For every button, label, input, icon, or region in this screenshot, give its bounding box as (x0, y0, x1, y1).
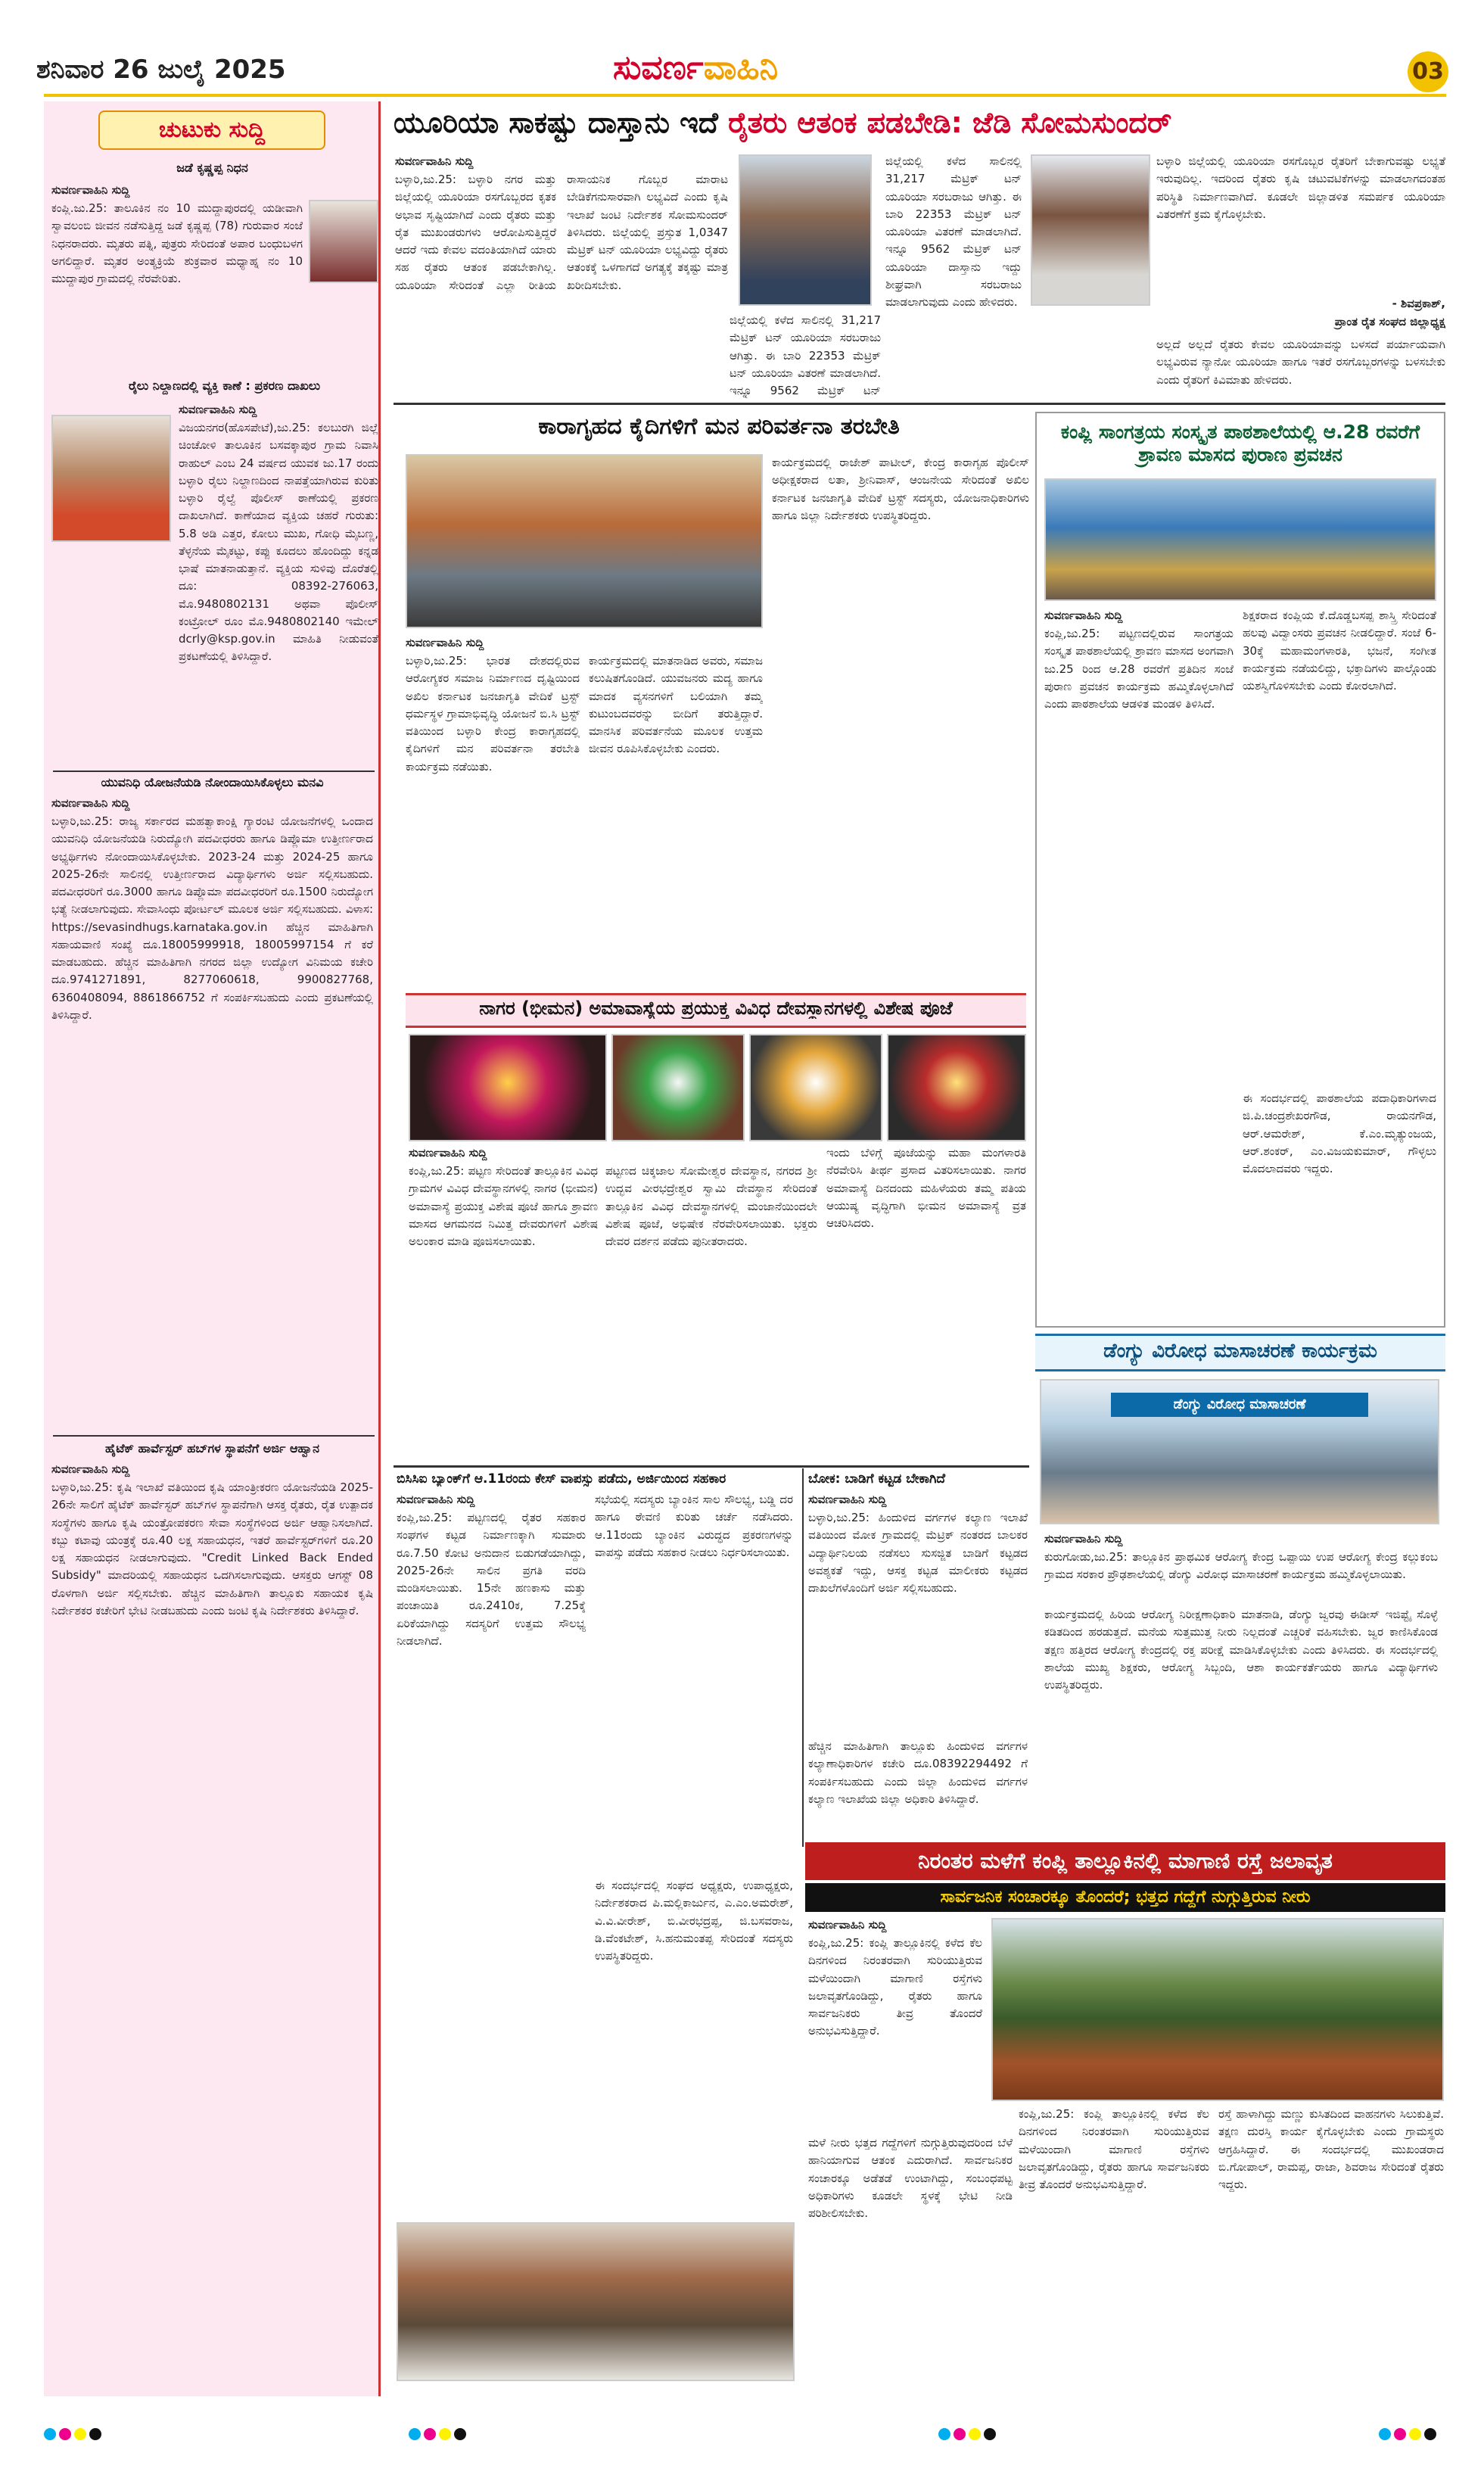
cmyk-black-mark (984, 2428, 996, 2440)
rain-body-1: ಕಂಪ್ಲಿ,ಜು.25: ಕಂಪ್ಲಿ ತಾಲ್ಲೂಕಿನಲ್ಲಿ ಕಳೆದ ಕೆಲ ದಿನಗಳಿಂದ ನಿರಂತರವಾಗಿ ಸುರಿಯುತ್ತಿರುವ ಮಳೆಯಿಂದಾಗಿ ಮಾಗಾಣಿ ರಸ್ತೆಗಳು ಜಲಾವೃತಗೊಂಡಿದ್ದು, ರೈತರು ಹಾಗೂ ಸಾರ್ವಜನಿಕರು ತೀವ್ರ ತೊಂದರೆ ಅನುಭವಿಸುತ್ತಿದ್ದಾರೆ. (808, 1936, 982, 2038)
lead-body-2: ಜಿಲ್ಲೆಯಲ್ಲಿ ಕಳೆದ ಸಾಲಿನಲ್ಲಿ 31,217 ಮೆಟ್ರಿಕ್ ಟನ್ ಯೂರಿಯಾ ಸರಬರಾಜು ಆಗಿತ್ತು. ಈ ಬಾರಿ 22353 ಮೆಟ್ರಿಕ್ ಟನ್ ಯೂರಿಯಾ ವಿತರಣೆ ಮಾಡಲಾಗಿದೆ. ಇನ್ನೂ 9562 ಮೆಟ್ರಿಕ್ ಟನ್ (730, 313, 881, 397)
cmyk-magenta-mark (954, 2428, 966, 2440)
prison-byline: ಸುವರ್ಣವಾಹಿನಿ ಸುದ್ದಿ (406, 636, 484, 649)
dengue-byline: ಸುವರ್ಣವಾಹಿನಿ ಸುದ್ದಿ (1044, 1532, 1123, 1546)
lead-quote-role: ಪ್ರಾಂತ ರೈತ ಸಂಘದ ಜಿಲ್ಲಾಧ್ಯಕ್ಷ (1334, 315, 1445, 328)
lead-headline (394, 106, 1445, 148)
cmyk-magenta-mark (59, 2428, 71, 2440)
brief2-byline: ಸುವರ್ಣವಾಹಿನಿ ಸುದ್ದಿ (179, 403, 257, 416)
hostel-headline: ಬೋಕ: ಬಾಡಿಗೆ ಕಟ್ಟಡ ಬೇಕಾಗಿದೆ (808, 1471, 946, 1487)
lead-headline-part-a: ಯೂರಿಯಾ ಸಾಕಷ್ಟು ದಾಸ್ತಾನು ಇದೆ (394, 106, 729, 139)
divider (394, 1465, 1029, 1468)
prison-headline: ಕಾರಾಗೃಹದ ಕೈದಿಗಳಿಗೆ ಮನ ಪರಿವರ್ತನಾ ತರಬೇತಿ (538, 413, 900, 440)
kampli-byline: ಸುವರ್ಣವಾಹಿನಿ ಸುದ್ದಿ (1044, 609, 1123, 622)
lead-byline: ಸುವರ್ಣವಾಹಿನಿ ಸುದ್ದಿ (395, 154, 474, 168)
prison-photo (406, 454, 763, 628)
cmyk-cyan-mark (1379, 2428, 1391, 2440)
coop-headline: ಬಿಸಿಸಿಐ ಬ್ಯಾಂಕ್‌ಗೆ ಆ.11ರಂದು ಕೇಸ್ ವಾಪಸ್ಸು ಪಡೆದು, ಅರ್ಜಿಯಿಂದ ಸಹಕಾರ (397, 1471, 726, 1487)
rain-headline: ನಿರಂತರ ಮಳೆಗೆ ಕಂಪ್ಲಿ ತಾಲ್ಲೂಕಿನಲ್ಲಿ ಮಾಗಾಣಿ ರಸ್ತೆ ಜಲಾವೃತ (805, 1842, 1445, 1880)
logo-part-a: ಸುವರ್ಣ (613, 48, 704, 87)
cmyk-magenta-mark (1394, 2428, 1406, 2440)
masthead-rule (44, 94, 1446, 97)
dengue-banner: ಡೆಂಗ್ಯು ವಿರೋಧ ಮಾಸಾಚರಣೆ (1111, 1393, 1368, 1417)
prison-body-1: ಬಳ್ಳಾರಿ,ಜು.25: ಭಾರತ ದೇಶದಲ್ಲಿರುವ ಆರೋಗ್ಯಕರ ಸಮಾಜ ನಿರ್ಮಾಣದ ದೃಷ್ಟಿಯಿಂದ ಅಖಿಲ ಕರ್ನಾಟಕ ಜನಜಾಗೃತಿ ವೇದಿಕೆ ಟ್ರಸ್ಟ್ ಧರ್ಮಸ್ಥಳ ಗ್ರಾಮಾಭಿವೃದ್ಧಿ ಯೋಜನೆ ಬಿ.ಸಿ ಟ್ರಸ್ಟ್ ವತಿಯಿಂದ ಬಳ್ಳಾರಿ ಕೇಂದ್ರ ಕಾರಾಗೃಹದಲ್ಲಿ ಕೈದಿಗಳಿಗೆ ಮನ ಪರಿವರ್ತನಾ ತರಬೇತಿ ಕಾರ್ಯಕ್ರಮ ನಡೆಯಿತು. (406, 654, 580, 774)
brief2-body: ವಿಜಯನಗರ(ಹೊಸಪೇಟೆ),ಜು.25: ಕಲಬುರಗಿ ಜಿಲ್ಲೆ ಚಿಂಚೋಳಿ ತಾಲೂಕಿನ ಬಸವಕ್ಕಾಪುರ ಗ್ರಾಮ ನಿವಾಸಿ ರಾಹುಲ್ ಎಂಬ 24 ವರ್ಷದ ಯುವಕ ಜು.17 ರಂದು ಬಳ್ಳಾರಿ ರೈಲು ನಿಲ್ದಾಣದಿಂದ ನಾಪತ್ತೆಯಾಗಿರುವ ಕುರಿತು ಬಳ್ಳಾರಿ ರೈಲ್ವೆ ಪೊಲೀಸ್ ಠಾಣೆಯಲ್ಲಿ ಪ್ರಕರಣ ದಾಖಲಾಗಿದೆ. ಕಾಣೆಯಾದ ವ್ಯಕ್ತಿಯ ಚಹರೆ ಗುರುತು: 5.8 ಅಡಿ ಎತ್ತರ, ಕೋಲು ಮುಖ, ಗೋಧಿ ಮೈಬಣ್ಣ, ತೆಳ್ಳನೆಯ ಮೈಕಟ್ಟು, ಕಪ್ಪು ಕೂದಲು ಹೊಂದಿದ್ದು ಕನ್ನಡ ಭಾಷೆ ಮಾತನಾಡುತ್ತಾನೆ. ವ್ಯಕ್ತಿಯ ಸುಳಿವು ದೊರೆತಲ್ಲಿ ದೂ: 08392-276063, ಮೊ.9480802131 ಅಥವಾ ಪೊಲೀಸ್ ಕಂಟ್ರೋಲ್ ರೂಂ ಮೊ.9480802140 ಇಮೇಲ್ dcrly@ksp.gov.in ಮಾಹಿತಿ ನೀಡುವಂತೆ ಪ್ರಕಟಣೆಯಲ್ಲಿ ತಿಳಿಸಿದ್ದಾರೆ. (179, 421, 378, 664)
hostel-byline: ಸುವರ್ಣವಾಹಿನಿ ಸುದ್ದಿ (808, 1493, 887, 1506)
brief2-title: ರೈಲು ನಿಲ್ದಾಣದಲ್ಲಿ ವ್ಯಕ್ತಿ ಕಾಣೆ : ಪ್ರಕರಣ ದಾಖಲು (129, 378, 321, 393)
rain-byline: ಸುವರ್ಣವಾಹಿನಿ ಸುದ್ದಿ (808, 1918, 887, 1932)
lead-headline-part-b: ರೈತರು ಆತಂಕ ಪಡಬೇಡಿ: ಜೆಡಿ ಸೋಮಸುಂದರ್ (728, 106, 1172, 139)
brief3-byline: ಸುವರ್ಣವಾಹಿನಿ ಸುದ್ದಿ (51, 796, 130, 810)
temple-photo-2 (611, 1034, 745, 1141)
rain-body-1b: ಕಂಪ್ಲಿ,ಜು.25: ಕಂಪ್ಲಿ ತಾಲ್ಲೂಕಿನಲ್ಲಿ ಕಳೆದ ಕೆಲ ದಿನಗಳಿಂದ ನಿರಂತರವಾಗಿ ಸುರಿಯುತ್ತಿರುವ ಮಳೆಯಿಂದಾಗಿ ಮಾಗಾಣಿ ರಸ್ತೆಗಳು ಜಲಾವೃತಗೊಂಡಿದ್ದು, ರೈತರು ಹಾಗೂ ಸಾರ್ವಜನಿಕರು ತೀವ್ರ ತೊಂದರೆ ಅನುಭವಿಸುತ್ತಿದ್ದಾರೆ. (1019, 2107, 1209, 2191)
temple-body-3: ಇಂದು ಬೆಳಿಗ್ಗೆ ಪೂಜೆಯನ್ನು ಮಹಾ ಮಂಗಳಾರತಿ ನೆರವೇರಿಸಿ ತೀರ್ಥ ಪ್ರಸಾದ ವಿತರಿಸಲಾಯಿತು. ನಾಗರ ಅಮಾವಾಸ್ಯೆ ದಿನದಂದು ಮಹಿಳೆಯರು ತಮ್ಮ ಪತಿಯ ಆಯುಷ್ಯ ವೃದ್ಧಿಗಾಗಿ ಭೀಮನ ಅಮಾವಾಸ್ಯೆ ವ್ರತ ಆಚರಿಸಿದರು. (826, 1146, 1026, 1230)
coop-body-2: ಸಭೆಯಲ್ಲಿ ಸದಸ್ಯರು ಬ್ಯಾಂಕಿನ ಸಾಲ ಸೌಲಭ್ಯ, ಬಡ್ಡಿ ದರ ಹಾಗೂ ಠೇವಣಿ ಕುರಿತು ಚರ್ಚೆ ನಡೆಸಿದರು. ಆ.11ರಂದು ಬ್ಯಾಂಕಿನ ವಿರುದ್ಧದ ಪ್ರಕರಣಗಳನ್ನು ವಾಪಸ್ಸು ಪಡೆದು ಸಹಕಾರ ನೀಡಲು ನಿರ್ಧರಿಸಲಾಯಿತು. (595, 1493, 793, 1559)
brief1-portrait (309, 200, 378, 283)
coop-body-3: ಈ ಸಂದರ್ಭದಲ್ಲಿ ಸಂಘದ ಅಧ್ಯಕ್ಷರು, ಉಪಾಧ್ಯಕ್ಷರು, ನಿರ್ದೇಶಕರಾದ ಪಿ.ಮಲ್ಲಿಕಾರ್ಜುನ, ಎ.ಎಂ.ಅಮರೇಶ್, ವಿ.ವಿ.ವೀರೇಶ್, ಬಿ.ವೀರಭದ್ರಪ್ಪ, ಜಿ.ಬಸವರಾಜ, ಡಿ.ವೆಂಕಟೇಶ್, ಸಿ.ಹನುಮಂತಪ್ಪ ಸೇರಿದಂತೆ ಸದಸ್ಯರು ಉಪಸ್ಥಿತರಿದ್ದರು. (595, 1879, 793, 1963)
brief3-title: ಯುವನಿಧಿ ಯೋಜನೆಯಡಿ ನೋಂದಾಯಿಸಿಕೊಳ್ಳಲು ಮನವಿ (101, 775, 324, 789)
newspaper-logo (613, 48, 778, 87)
kampli-body-2: ಶಿಕ್ಷಕರಾದ ಕಂಪ್ಲಿಯ ಕೆ.ದೊಡ್ಡಬಸಪ್ಪ ಶಾಸ್ತ್ರಿ ಸೇರಿದಂತೆ ಹಲವು ವಿದ್ವಾಂಸರು ಪ್ರವಚನ ನೀಡಲಿದ್ದಾರೆ. ಸಂಜೆ 6-30ಕ್ಕೆ ಮಹಾಮಂಗಳಾರತಿ, ಭಜನೆ, ಸಂಗೀತ ಕಾರ್ಯಕ್ರಮ ನಡೆಯಲಿದ್ದು, ಭಕ್ತಾದಿಗಳು ಪಾಲ್ಗೊಂಡು ಯಶಸ್ವಿಗೊಳಿಸಬೇಕು ಎಂದು ಕೋರಲಾಗಿದೆ. (1243, 609, 1436, 693)
cmyk-yellow-mark (969, 2428, 981, 2440)
logo-part-b: ವಾಹಿನಿ (703, 48, 779, 87)
dengue-headline: ಡೆಂಗ್ಯು ವಿರೋಧ ಮಾಸಾಚರಣೆ ಕಾರ್ಯಕ್ರಮ (1103, 1340, 1377, 1362)
column-rule (802, 1468, 804, 1847)
cmyk-cyan-mark (409, 2428, 421, 2440)
cmyk-yellow-mark (74, 2428, 86, 2440)
cmyk-magenta-mark (424, 2428, 436, 2440)
prison-body-2: ಕಾರ್ಯಕ್ರಮದಲ್ಲಿ ಮಾತನಾಡಿದ ಅವರು, ಸಮಾಜ ಕಲುಷಿತಗೊಂಡಿದೆ. ಯುವಜನರು ಮದ್ಯ ಹಾಗೂ ಮಾದಕ ವ್ಯಸನಗಳಿಗೆ ಬಲಿಯಾಗಿ ತಮ್ಮ ಕುಟುಂಬದವರನ್ನು ಬೀದಿಗೆ ತರುತ್ತಿದ್ದಾರೆ. ಮಾನಸಿಕ ಪರಿವರ್ತನೆಯ ಮೂಲಕ ಉತ್ತಮ ಜೀವನ ರೂಪಿಸಿಕೊಳ್ಳಬೇಕು ಎಂದರು. (589, 654, 763, 756)
lead-body-1: ಬಳ್ಳಾರಿ,ಜು.25: ಬಳ್ಳಾರಿ ನಗರ ಮತ್ತು ಜಿಲ್ಲೆಯಲ್ಲಿ ಯೂರಿಯಾ ರಸಗೊಬ್ಬರದ ಕೃತಕ ಅಭಾವ ಸೃಷ್ಟಿಯಾಗಿದೆ ಎಂದು ರೈತರು ಮತ್ತು ರೈತ ಮುಖಂಡರುಗಳು ಆರೋಪಿಸುತ್ತಿದ್ದರೆ ಆದರೆ ಇದು ಕೇವಲ ವದಂತಿಯಾಗಿದೆ ಯಾರು ಸಹ ರೈತರು ಆತಂಕ ಪಡಬೇಕಾಗಿಲ್ಲ. ಯೂರಿಯಾ ಸೇರಿದಂತೆ ಎಲ್ಲಾ ರೀತಿಯ ರಾಸಾಯನಿಕ ಗೊಬ್ಬರ ಮಾರಾಟ ಬೇಡಿಕೆಗನುಸಾರವಾಗಿ ಲಭ್ಯವಿದೆ ಎಂದು ಕೃಷಿ ಇಲಾಖೆ ಜಂಟಿ ನಿರ್ದೇಶಕ ಸೋಮಸುಂದರ್ ತಿಳಿಸಿದರು. ಜಿಲ್ಲೆಯಲ್ಲಿ ಪ್ರಸ್ತುತ 1,0347 ಮೆಟ್ರಿಕ್ ಟನ್ ಯೂರಿಯಾ ಲಭ್ಯವಿದ್ದು ರೈತರು ಆತಂಕಕ್ಕೆ ಒಳಗಾಗದೆ ಅಗತ್ಯಕ್ಕೆ ತಕ್ಕಷ್ಟು ಮಾತ್ರ ಖರೀದಿಸಬೇಕು. (395, 173, 728, 292)
lead-body-2b: ಜಿಲ್ಲೆಯಲ್ಲಿ ಕಳೆದ ಸಾಲಿನಲ್ಲಿ 31,217 ಮೆಟ್ರಿಕ್ ಟನ್ ಯೂರಿಯಾ ಸರಬರಾಜು ಆಗಿತ್ತು. ಈ ಬಾರಿ 22353 ಮೆಟ್ರಿಕ್ ಟನ್ ಯೂರಿಯಾ ವಿತರಣೆ ಮಾಡಲಾಗಿದೆ. ಇನ್ನೂ 9562 ಮೆಟ್ರಿಕ್ ಟನ್ ಯೂರಿಯಾ ದಾಸ್ತಾನು ಇದ್ದು ಶೀಘ್ರವಾಗಿ ಸರಬರಾಜು ಮಾಡಲಾಗುವುದು ಎಂದು ಹೇಳಿದರು. (885, 154, 1022, 309)
rain-subhead: ಸಾರ್ವಜನಿಕ ಸಂಚಾರಕ್ಕೂ ತೊಂದರೆ; ಭತ್ತದ ಗದ್ದೆಗೆ ನುಗ್ಗುತ್ತಿರುವ ನೀರು (805, 1883, 1445, 1912)
brief2-portrait (51, 415, 171, 542)
temple-byline: ಸುವರ್ಣವಾಹಿನಿ ಸುದ್ದಿ (409, 1146, 487, 1160)
kampli-headline: ಕಂಪ್ಲಿ ಸಾಂಗತ್ರಯ ಸಂಸ್ಕೃತ ಪಾಠಶಾಲೆಯಲ್ಲಿ ಆ.28 ರವರೆಗೆ ಶ್ರಾವಣ ಮಾಸದ ಪುರಾಣ ಪ್ರವಚನ (1060, 421, 1420, 465)
lead-quote-body: ಬಳ್ಳಾರಿ ಜಿಲ್ಲೆಯಲ್ಲಿ ಯೂರಿಯಾ ರಸಗೊಬ್ಬರ ರೈತರಿಗೆ ಬೇಕಾಗುವಷ್ಟು ಲಭ್ಯತೆ ಇರುವುದಿಲ್ಲ. ಇದರಿಂದ ರೈತರು ಕೃಷಿ ಚಟುವಟಿಕೆಗಳನ್ನು ಮಾಡಲಾಗದಂತಹ ಪರಿಸ್ಥಿತಿ ನಿರ್ಮಾಣವಾಗಿದೆ. ಕೂಡಲೇ ಜಿಲ್ಲಾಡಳಿತ ಸಮರ್ಪಕ ಯೂರಿಯಾ ವಿತರಣೆಗೆ ಕ್ರಮ ಕೈಗೊಳ್ಳಬೇಕು. (1156, 154, 1445, 221)
kampli-body-3: ಈ ಸಂದರ್ಭದಲ್ಲಿ ಪಾಠಶಾಲೆಯ ಪದಾಧಿಕಾರಿಗಳಾದ ಜಿ.ಪಿ.ಚಂದ್ರಶೇಖರಗೌಡ, ರಾಯನಗೌಡ, ಆರ್.ಆಮರೇಶ್, ಕೆ.ಎಂ.ಮೃತ್ಯುಂಜಯ, ಆರ್.ಶಂಕರ್, ಎಂ.ವಿಜಯಕುಮಾರ್, ಗೌಳ್ಳಲು ಮೊದಲಾದವರು ಇದ್ದರು. (1243, 1091, 1436, 1175)
lead-photo-officer (739, 154, 872, 306)
rain-body-2: ಮಳೆ ನೀರು ಭತ್ತದ ಗದ್ದೆಗಳಿಗೆ ನುಗ್ಗುತ್ತಿರುವುದರಿಂದ ಬೆಳೆ ಹಾನಿಯಾಗುವ ಆತಂಕ ಎದುರಾಗಿದೆ. ಸಾರ್ವಜನಿಕರ ಸಂಚಾರಕ್ಕೂ ಅಡೆತಡೆ ಉಂಟಾಗಿದ್ದು, ಸಂಬಂಧಪಟ್ಟ ಅಧಿಕಾರಿಗಳು ಕೂಡಲೇ ಸ್ಥಳಕ್ಕೆ ಭೇಟಿ ನೀಡಿ ಪರಿಶೀಲಿಸಬೇಕು. (808, 2136, 1013, 2220)
kampli-school-photo (1044, 478, 1436, 601)
rain-body-3: ರಸ್ತೆ ಹಾಳಾಗಿದ್ದು ಮಣ್ಣು ಕುಸಿತದಿಂದ ವಾಹನಗಳು ಸಿಲುಕುತ್ತಿವೆ. ತಕ್ಷಣ ದುರಸ್ತಿ ಕಾರ್ಯ ಕೈಗೊಳ್ಳಬೇಕು ಎಂದು ಗ್ರಾಮಸ್ಥರು ಆಗ್ರಹಿಸಿದ್ದಾರೆ. ಈ ಸಂದರ್ಭದಲ್ಲಿ ಮುಖಂಡರಾದ ಬಿ.ಗೋಪಾಲ್, ರಾಮಪ್ಪ, ರಾಜಾ, ಶಿವರಾಜ ಸೇರಿದಂತೆ ರೈತರು ಇದ್ದರು. (1218, 2107, 1444, 2191)
brief1-title: ಜಡೆ ಕೃಷ್ಣಪ್ಪ ನಿಧನ (176, 160, 248, 175)
prison-body-3: ಕಾರ್ಯಕ್ರಮದಲ್ಲಿ ರಾಜೇಶ್ ಪಾಟೀಲ್, ಕೇಂದ್ರ ಕಾರಾಗೃಹ ಪೊಲೀಸ್ ಅಧೀಕ್ಷಕರಾದ ಲತಾ, ಶ್ರೀನಿವಾಸ್, ಆಂಜನೇಯ ಸೇರಿದಂತೆ ಅಖಿಲ ಕರ್ನಾಟಕ ಜನಜಾಗೃತಿ ವೇದಿಕೆ ಟ್ರಸ್ಟ್ ಸದಸ್ಯರು, ಯೋಜನಾಧಿಕಾರಿಗಳು ಹಾಗೂ ಜಿಲ್ಲಾ ನಿರ್ದೇಶಕರು ಉಪಸ್ಥಿತರಿದ್ದರು. (772, 456, 1029, 522)
cmyk-yellow-mark (439, 2428, 451, 2440)
coop-body-1: ಕಂಪ್ಲಿ,ಜು.25: ಪಟ್ಟಣದಲ್ಲಿ ರೈತರ ಸಹಕಾರ ಸಂಘಗಳ ಕಟ್ಟಡ ನಿರ್ಮಾಣಕ್ಕಾಗಿ ಸುಮಾರು ರೂ.7.50 ಕೋಟಿ ಅನುದಾನ ಬಿಡುಗಡೆಯಾಗಿದ್ದು, 2025-26ನೇ ಸಾಲಿನ ಪ್ರಗತಿ ವರದಿ ಮಂಡಿಸಲಾಯಿತು. 15ನೇ ಹಣಕಾಸು ಮತ್ತು ಪಂಚಾಯಿತಿ ರೂ.2410ಕ, 7.25ಕ್ಕೆ ಏರಿಕೆಯಾಗಿದ್ದು ಸದಸ್ಯರಿಗೆ ಉತ್ತಮ ಸೌಲಭ್ಯ ನೀಡಲಾಗಿದೆ. (397, 1511, 586, 1648)
brief3-body: ಬಳ್ಳಾರಿ,ಜು.25: ರಾಜ್ಯ ಸರ್ಕಾರದ ಮಹತ್ವಾಕಾಂಕ್ಷಿ ಗ್ಯಾರಂಟಿ ಯೋಜನೆಗಳಲ್ಲಿ ಒಂದಾದ ಯುವನಿಧಿ ಯೋಜನೆಯಡಿ ನಿರುದ್ಯೋಗಿ ಪದವೀಧರರು ಹಾಗೂ ಡಿಪ್ಲೊಮಾ ಉತ್ತೀರ್ಣರಾದ ಅಭ್ಯರ್ಥಿಗಳು ನೋಂದಾಯಿಸಿಕೊಳ್ಳಬೇಕು. 2023-24 ಮತ್ತು 2024-25 ಹಾಗೂ 2025-26ನೇ ಸಾಲಿನಲ್ಲಿ ಉತ್ತೀರ್ಣರಾದ ವಿದ್ಯಾರ್ಥಿಗಳು ಅರ್ಜಿ ಸಲ್ಲಿಸಬಹುದು. ಪದವೀಧರರಿಗೆ ರೂ.3000 ಹಾಗೂ ಡಿಪ್ಲೊಮಾ ಪದವೀಧರರಿಗೆ ರೂ.1500 ನಿರುದ್ಯೋಗ ಭತ್ಯೆ ನೀಡಲಾಗುವುದು. ಸೇವಾಸಿಂಧು ಪೋರ್ಟಲ್ ಮೂಲಕ ಅರ್ಜಿ ಸಲ್ಲಿಸಬಹುದು. ವಿಳಾಸ: https://sevasindhugs.karnataka.gov.in ಹೆಚ್ಚಿನ ಮಾಹಿತಿಗಾಗಿ ಸಹಾಯವಾಣಿ ಸಂಖ್ಯೆ ದೂ.18005999918, 18005997154 ಗೆ ಕರೆ ಮಾಡಬಹುದು. ಹೆಚ್ಚಿನ ಮಾಹಿತಿಗಾಗಿ ನಗರದ ಜಿಲ್ಲಾ ಉದ್ಯೋಗ ವಿನಿಮಯ ಕಚೇರಿ ದೂ.9741271891, 8277060618, 9900827768, 6360408094, 8861866752 ಗೆ ಸಂಪರ್ಕಿಸಬಹುದು ಎಂದು ಪ್ರಕಟಣೆಯಲ್ಲಿ ತಿಳಿಸಿದ್ದಾರೆ. (51, 814, 373, 1022)
issue-date: ಶನಿವಾರ 26 ಜುಲೈ 2025 (36, 54, 286, 85)
cmyk-cyan-mark (44, 2428, 56, 2440)
dengue-body-2: ಕಾರ್ಯಕ್ರಮದಲ್ಲಿ ಹಿರಿಯ ಆರೋಗ್ಯ ನಿರೀಕ್ಷಣಾಧಿಕಾರಿ ಮಾತನಾಡಿ, ಡೆಂಗ್ಯು ಜ್ವರವು ಈಡೀಸ್ ಇಜಿಪ್ಟೈ ಸೊಳ್ಳೆ ಕಡಿತದಿಂದ ಹರಡುತ್ತದೆ. ಮನೆಯ ಸುತ್ತಮುತ್ತ ನೀರು ನಿಲ್ಲದಂತೆ ಎಚ್ಚರಿಕೆ ವಹಿಸಬೇಕು. ಜ್ವರ ಕಾಣಿಸಿಕೊಂಡ ತಕ್ಷಣ ಹತ್ತಿರದ ಆರೋಗ್ಯ ಕೇಂದ್ರದಲ್ಲಿ ರಕ್ತ ಪರೀಕ್ಷೆ ಮಾಡಿಸಿಕೊಳ್ಳಬೇಕು ಎಂದು ತಿಳಿಸಿದರು. ಈ ಸಂದರ್ಭದಲ್ಲಿ ಶಾಲೆಯ ಮುಖ್ಯ ಶಿಕ್ಷಕರು, ಆರೋಗ್ಯ ಸಿಬ್ಬಂದಿ, ಆಶಾ ಕಾರ್ಯಕರ್ತೆಯರು ಹಾಗೂ ವಿದ್ಯಾರ್ಥಿಗಳು ಉಪಸ್ಥಿತರಿದ್ದರು. (1044, 1608, 1438, 1692)
page-number: 03 (1408, 51, 1448, 92)
temple-photo-1 (409, 1034, 607, 1141)
cmyk-black-mark (454, 2428, 466, 2440)
hostel-body-2: ಹೆಚ್ಚಿನ ಮಾಹಿತಿಗಾಗಿ ತಾಲ್ಲೂಕು ಹಿಂದುಳಿದ ವರ್ಗಗಳ ಕಲ್ಯಾಣಾಧಿಕಾರಿಗಳ ಕಚೇರಿ ದೂ.08392294492 ಗೆ ಸಂಪರ್ಕಿಸಬಹುದು ಎಂದು ಜಿಲ್ಲಾ ಹಿಂದುಳಿದ ವರ್ಗಗಳ ಕಲ್ಯಾಣ ಇಲಾಖೆಯ ಜಿಲ್ಲಾ ಅಧಿಕಾರಿ ತಿಳಿಸಿದ್ದಾರೆ. (808, 1739, 1028, 1806)
temple-photo-4 (887, 1034, 1026, 1141)
cmyk-cyan-mark (938, 2428, 950, 2440)
brief4-title: ಹೈಟೆಕ್ ಹಾರ್ವೆಸ್ಟರ್ ಹಬ್‌ಗಳ ಸ್ಥಾಪನೆಗೆ ಅರ್ಜಿ ಆಹ್ವಾನ (104, 1441, 320, 1455)
brief1-byline: ಸುವರ್ಣವಾಹಿನಿ ಸುದ್ದಿ (51, 183, 130, 197)
lead-photo-farmer-leader (1031, 154, 1150, 306)
lead-body-4: ಅಲ್ಲದೆ ಅಲ್ಲದೆ ರೈತರು ಕೇವಲ ಯೂರಿಯಾವನ್ನು ಬಳಸದೆ ಪರ್ಯಾಯವಾಗಿ ಲಭ್ಯವಿರುವ ನ್ಯಾನೋ ಯೂರಿಯಾ ಹಾಗೂ ಇತರೆ ರಸಗೊಬ್ಬರಗಳನ್ನು ಬಳಸಬೇಕು ಎಂದು ರೈತರಿಗೆ ಕಿವಿಮಾತು ಹೇಳಿದರು. (1156, 338, 1445, 387)
kampli-body-1: ಕಂಪ್ಲಿ,ಜು.25: ಪಟ್ಟಣದಲ್ಲಿರುವ ಸಾಂಗತ್ರಯ ಸಂಸ್ಕೃತ ಪಾಠಶಾಲೆಯಲ್ಲಿ ಶ್ರಾವಣ ಮಾಸದ ಅಂಗವಾಗಿ ಜು.25 ರಿಂದ ಆ.28 ರವರೆಗೆ ಪ್ರತಿದಿನ ಸಂಜೆ ಪುರಾಣ ಪ್ರವಚನ ಕಾರ್ಯಕ್ರಮ ಹಮ್ಮಿಕೊಳ್ಳಲಾಗಿದೆ ಎಂದು ಪಾಠಶಾಲೆಯ ಆಡಳಿತ ಮಂಡಳಿ ತಿಳಿಸಿದೆ. (1044, 627, 1234, 711)
temple-body-1: ಕಂಪ್ಲಿ,ಜು.25: ಪಟ್ಟಣ ಸೇರಿದಂತೆ ತಾಲ್ಲೂಕಿನ ವಿವಿಧ ಗ್ರಾಮಗಳ ವಿವಿಧ ದೇವಸ್ಥಾನಗಳಲ್ಲಿ ನಾಗರ (ಭೀಮನ) ಅಮಾವಾಸ್ಯೆ ಪ್ರಯುಕ್ತ ವಿಶೇಷ ಪೂಜೆ ಹಾಗೂ ಶ್ರಾವಣ ಮಾಸದ ಆಗಮನದ ನಿಮಿತ್ತ ದೇವರುಗಳಿಗೆ ವಿಶೇಷ ಅಲಂಕಾರ ಮಾಡಿ ಪೂಜಿಸಲಾಯಿತು. (409, 1164, 598, 1248)
coop-byline: ಸುವರ್ಣವಾಹಿನಿ ಸುದ್ದಿ (397, 1493, 475, 1506)
coop-photo (397, 2222, 795, 2381)
temple-body-2: ಪಟ್ಟಣದ ಚಿಕ್ಕಜಾಲ ಸೋಮೇಶ್ವರ ದೇವಸ್ಥಾನ, ನಗರದ ಶ್ರೀ ಉದ್ಭವ ವೀರಭದ್ರೇಶ್ವರ ಸ್ವಾಮಿ ದೇವಸ್ಥಾನ ಸೇರಿದಂತೆ ತಾಲ್ಲೂಕಿನ ವಿವಿಧ ದೇವಸ್ಥಾನಗಳಲ್ಲಿ ಮಂಜಾನೆಯಿಂದಲೇ ವಿಶೇಷ ಪೂಜೆ, ಅಭಿಷೇಕ ನೆರವೇರಿಸಲಾಯಿತು. ಭಕ್ತರು ದೇವರ ದರ್ಶನ ಪಡೆದು ಪುನೀತರಾದರು. (605, 1164, 817, 1248)
hostel-body-1: ಬಳ್ಳಾರಿ,ಜು.25: ಹಿಂದುಳಿದ ವರ್ಗಗಳ ಕಲ್ಯಾಣ ಇಲಾಖೆ ವತಿಯಿಂದ ಮೋಕ ಗ್ರಾಮದಲ್ಲಿ ಮೆಟ್ರಿಕ್ ನಂತರದ ಬಾಲಕರ ವಿದ್ಯಾರ್ಥಿನಿಲಯ ನಡೆಸಲು ಸುಸಜ್ಜಿತ ಬಾಡಿಗೆ ಕಟ್ಟಡದ ಅವಶ್ಯಕತೆ ಇದ್ದು, ಆಸಕ್ತ ಕಟ್ಟಡ ಮಾಲೀಕರು ಕಟ್ಟಡದ ದಾಖಲೆಗಳೊಂದಿಗೆ ಅರ್ಜಿ ಸಲ್ಲಿಸಬಹುದು. (808, 1511, 1028, 1595)
divider (394, 403, 1445, 405)
divider (53, 771, 375, 772)
temple-headline: ನಾಗರ (ಭೀಮನ) ಅಮಾವಾಸ್ಯೆಯ ಪ್ರಯುಕ್ತ ವಿವಿಧ ದೇವಸ್ಥಾನಗಳಲ್ಲಿ ವಿಶೇಷ ಪೂಜೆ (479, 998, 953, 1019)
brief1-body: ಕಂಪ್ಲಿ.ಜು.25: ತಾಲೂಕಿನ ನಂ 10 ಮುದ್ದಾಪುರದಲ್ಲಿ ಯಡೀವಾಗಿ ಸ್ವಾವಲಂಬಿ ಜೀವನ ನಡೆಸುತ್ತಿದ್ದ ಜಡೆ ಕೃಷ್ಣಪ್ಪ (78) ಗುರುವಾರ ಸಂಜೆ ನಿಧನರಾದರು. ಮೃತರು ಪತ್ನಿ, ಪುತ್ರರು ಸೇರಿದಂತೆ ಅಪಾರ ಬಂಧುಬಳಗ ಅಗಲಿದ್ದಾರೆ. ಮೃತರ ಅಂತ್ಯಕ್ರಿಯೆ ಶುಕ್ರವಾರ ಮಧ್ಯಾಹ್ನ ನಂ 10 ಮುದ್ದಾಪುರ ಗ್ರಾಮದಲ್ಲಿ ನೆರವೇರಿತು. (51, 201, 303, 285)
divider (53, 1435, 375, 1437)
dengue-body-1: ಕುರುಗೋಡು,ಜು.25: ತಾಲ್ಲೂಕಿನ ಪ್ರಾಥಮಿಕ ಆರೋಗ್ಯ ಕೇಂದ್ರ ಒಪ್ಪಾಯಿ ಉಪ ಆರೋಗ್ಯ ಕೇಂದ್ರ ಕಲ್ಲುಕಂಬ ಗ್ರಾಮದ ಸರಕಾರ ಪ್ರೌಢಶಾಲೆಯಲ್ಲಿ ಡೆಂಗ್ಯು ವಿರೋಧ ಮಾಸಾಚರಣೆ ಕಾರ್ಯಕ್ರಮ ಹಮ್ಮಿಕೊಳ್ಳಲಾಯಿತು. (1044, 1550, 1438, 1582)
rain-photo-field (991, 1918, 1444, 2101)
lead-quote-name: - ಶಿವಪ್ರಕಾಶ್, (1392, 297, 1445, 310)
brief4-body: ಬಳ್ಳಾರಿ,ಜು.25: ಕೃಷಿ ಇಲಾಖೆ ವತಿಯಿಂದ ಕೃಷಿ ಯಾಂತ್ರೀಕರಣ ಯೋಜನೆಯಡಿ 2025-26ನೇ ಸಾಲಿಗೆ ಹೈಟೆಕ್ ಹಾರ್ವೆಸ್ಟರ್ ಹಬ್‌ಗಳ ಸ್ಥಾಪನೆಗಾಗಿ ಆಸಕ್ತ ರೈತರು, ರೈತ ಉತ್ಪಾದಕ ಸಂಸ್ಥೆಗಳು ಹಾಗೂ ಕೃಷಿ ಯಂತ್ರೋಪಕರಣ ಸೇವಾ ಸಂಸ್ಥೆಗಳಿಂದ ಅರ್ಜಿ ಆಹ್ವಾನಿಸಲಾಗಿದೆ. ಕಬ್ಬು ಕಟಾವು ಯಂತ್ರಕ್ಕೆ ರೂ.40 ಲಕ್ಷ ಸಹಾಯಧನ, ಇತರೆ ಹಾರ್ವೆಸ್ಟರ್‌ಗಳಿಗೆ ರೂ.20 ಲಕ್ಷ ಸಹಾಯಧನ ನೀಡಲಾಗುವುದು. "Credit Linked Back Ended Subsidy" ಮಾದರಿಯಲ್ಲಿ ಸಹಾಯಧನ ಒದಗಿಸಲಾಗುವುದು. ಆಸಕ್ತರು ಆಗಸ್ಟ್ 08 ರೊಳಗಾಗಿ ಅರ್ಜಿ ಸಲ್ಲಿಸಬೇಕು. ಹೆಚ್ಚಿನ ಮಾಹಿತಿಗಾಗಿ ತಾಲ್ಲೂಕು ಸಹಾಯಕ ಕೃಷಿ ನಿರ್ದೇಶಕರ ಕಚೇರಿಗೆ ಭೇಟಿ ನೀಡಬಹುದು ಎಂದು ಜಂಟಿ ಕೃಷಿ ನಿರ್ದೇಶಕರು ತಿಳಿಸಿದ್ದಾರೆ. (51, 1480, 373, 1617)
briefs-title: ಚುಟುಕು ಸುದ್ದಿ (98, 111, 325, 150)
brief4-byline: ಸುವರ್ಣವಾಹಿನಿ ಸುದ್ದಿ (51, 1462, 130, 1476)
cmyk-black-mark (89, 2428, 101, 2440)
cmyk-yellow-mark (1409, 2428, 1421, 2440)
temple-photo-3 (749, 1034, 882, 1141)
cmyk-black-mark (1424, 2428, 1436, 2440)
